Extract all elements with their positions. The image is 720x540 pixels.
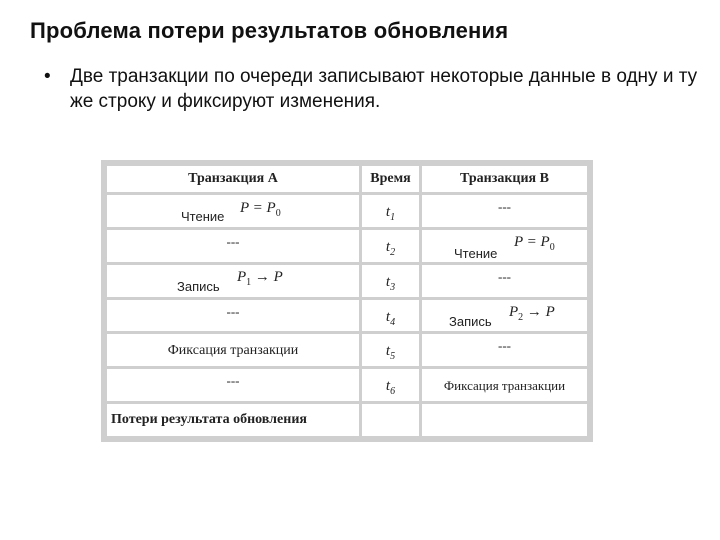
formula-write-b: $P_2 \to P$ <box>509 303 555 323</box>
table-row <box>107 195 587 227</box>
cell-footer-b <box>422 404 587 436</box>
formula-write-a: $P_1 \to P$ <box>237 268 283 288</box>
cell-time-t3 <box>362 265 419 297</box>
cell-a-t4 <box>107 300 359 332</box>
dash-a-t6: --- <box>226 373 240 389</box>
cell-time-t5 <box>362 334 419 366</box>
dash-b-t3: --- <box>498 268 511 284</box>
commit-a: Фиксация транзакции <box>167 343 299 359</box>
bullet-item <box>44 64 704 114</box>
table-row <box>107 265 587 297</box>
cell-time-t6 <box>362 369 419 401</box>
cell-a-t1 <box>107 195 359 227</box>
cell-b-t5 <box>422 334 587 366</box>
cell-a-t3 <box>107 265 359 297</box>
dash-b-t1: --- <box>498 199 511 214</box>
cell-b-t4 <box>422 300 587 332</box>
table-row <box>107 334 587 366</box>
dash-a-t4: --- <box>226 303 240 319</box>
lost-update-result: Потери результата обновления <box>111 412 307 428</box>
time-t5: $t_5$ <box>385 343 396 363</box>
time-t6: $t_6$ <box>385 378 396 398</box>
dash-b-t5: --- <box>498 338 511 354</box>
formula-read-b: $P = P_0$ <box>514 233 555 253</box>
cell-time-t2 <box>362 230 419 262</box>
table-row <box>107 369 587 401</box>
cell-footer-a <box>107 404 359 436</box>
table-row <box>107 230 587 262</box>
slide-title: Проблема потери результатов обновления <box>30 18 509 43</box>
op-read-b: Чтение <box>454 245 498 261</box>
time-t4: $t_4$ <box>385 308 396 328</box>
time-t1: $t_1$ <box>385 204 396 223</box>
cell-b-t6 <box>422 369 587 401</box>
cell-a-t5 <box>107 334 359 366</box>
cell-footer-time <box>362 404 419 436</box>
cell-b-t2 <box>422 230 587 262</box>
dash-a-t2: --- <box>226 233 240 249</box>
op-read-a: Чтение <box>181 209 225 224</box>
lost-update-table <box>101 160 593 442</box>
time-t3: $t_3$ <box>385 273 396 293</box>
header-row <box>107 166 587 192</box>
header-time: Время <box>362 166 419 192</box>
cell-time-t1 <box>362 195 419 227</box>
cell-a-t2 <box>107 230 359 262</box>
time-t2: $t_2$ <box>385 238 396 258</box>
op-write-b: Запись <box>449 313 492 329</box>
commit-b: Фиксация транзакции <box>443 378 566 394</box>
table-row <box>107 300 587 332</box>
cell-a-t6 <box>107 369 359 401</box>
cell-time-t4 <box>362 300 419 332</box>
header-transaction-a: Транзакция A <box>107 166 359 192</box>
bullet-dot: • <box>44 66 51 87</box>
cell-b-t3 <box>422 265 587 297</box>
formula-read-a: $P = P_0$ <box>240 200 281 219</box>
footer-row <box>107 404 587 436</box>
bullet-text: Две транзакции по очереди записывают некоторые данные в одну и ту же строку и фиксируют изменения. <box>70 66 698 112</box>
cell-b-t1 <box>422 195 587 227</box>
header-transaction-b: Транзакция B <box>422 166 587 192</box>
schedule-table <box>104 163 590 439</box>
op-write-a: Запись <box>177 278 220 294</box>
